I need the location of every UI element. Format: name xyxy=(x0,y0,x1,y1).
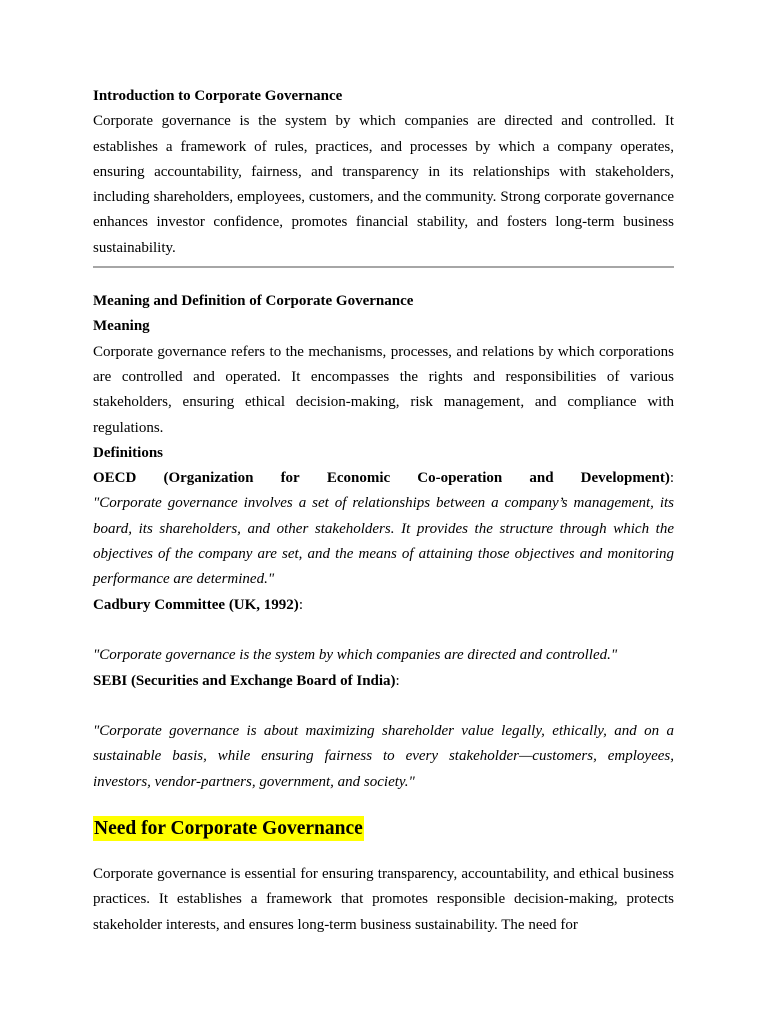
oecd-definition-quote: "Corporate governance involves a set of relationships between a company’s management, its board, its shareholders, and other stakeholders. It provides the structure through which the objectives of the company are set, and the means of attaining those objectives and monitoring performance are determined." xyxy=(93,495,674,588)
document-page xyxy=(93,84,674,938)
definitions-label: Definitions xyxy=(93,444,164,461)
cadbury-definition-quote: "Corporate governance is the system by which companies are directed and controlled." xyxy=(93,647,618,664)
meaning-section-heading: Meaning and Definition of Corporate Governance xyxy=(93,293,414,310)
oecd-label: OECD (Organization for Economic Co-operation and Development): xyxy=(93,470,674,487)
sebi-label: SEBI (Securities and Exchange Board of India): xyxy=(93,672,400,689)
need-paragraph: Corporate governance is essential for ensuring transparency, accountability, and ethical business practices. It establishes a framework that promotes responsible decision-making, protects stakeholder interests, and ensures long-term business sustainability. The need for xyxy=(93,866,674,933)
cadbury-label: Cadbury Committee (UK, 1992): xyxy=(93,596,303,613)
meaning-label: Meaning xyxy=(93,318,150,335)
intro-heading: Introduction to Corporate Governance xyxy=(93,88,343,104)
intro-paragraph: Corporate governance is the system by which companies are directed and controlled. It establishes a framework of rules, practices, and processes by which a company operates, ensuring accountability, fairness, and transparency in its relationships with stakeholders, including shareholders, employees, customers, and the community. Strong corporate governance enhances investor confidence, promotes financial stability, and fosters long-term business sustainability. xyxy=(93,113,674,256)
need-section-heading: Need for Corporate Governance xyxy=(94,818,363,840)
sebi-definition-quote: "Corporate governance is about maximizing shareholder value legally, ethically, and on a sustainable basis, while ensuring fairness to every stakeholder—customers, employees, investors, vendor-partners, government, and society." xyxy=(93,723,674,790)
meaning-paragraph: Corporate governance refers to the mechanisms, processes, and relations by which corporations are controlled and operated. It encompasses the rights and responsibilities of various stakeholders, ensuring ethical decision-making, risk management, and compliance with regulations. xyxy=(93,343,674,436)
